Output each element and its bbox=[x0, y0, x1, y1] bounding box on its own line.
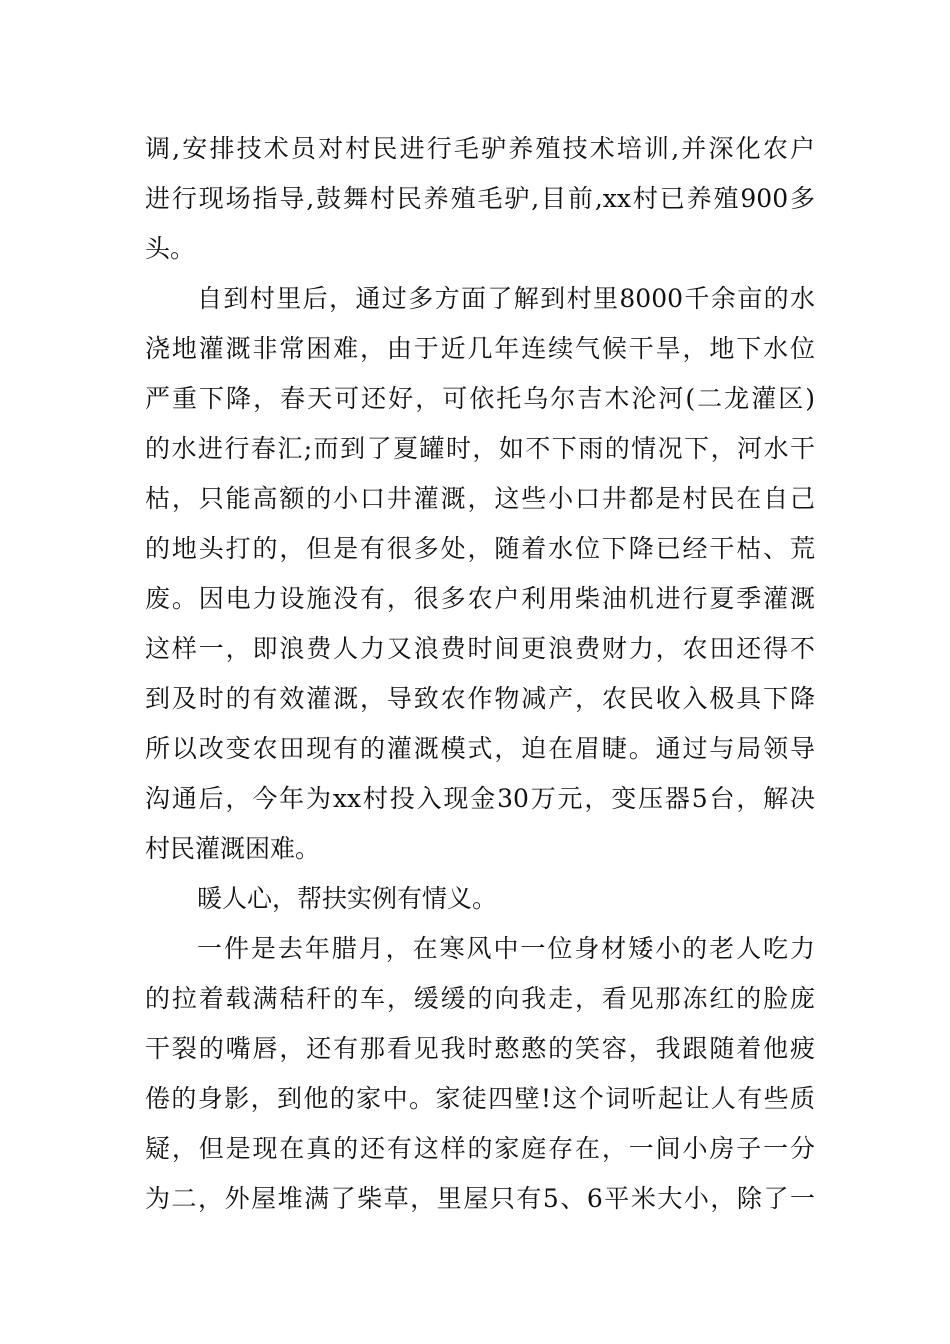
paragraph-2-line-4: 的水进行春汇;而到了夏罐时，如不下雨的情况下，河水干 bbox=[145, 434, 815, 463]
paragraph-2-line-8: 这样一，即浪费人力又浪费时间更浪费财力，农田还得不 bbox=[145, 634, 815, 663]
paragraph-1-line-1: 调,安排技术员对村民进行毛驴养殖技术培训,并深化农户 bbox=[145, 134, 815, 163]
paragraph-2-line-9: 到及时的有效灌溉，导致农作物减产，农民收入极具下降 bbox=[145, 684, 815, 713]
paragraph-4-line-4: 倦的身影，到他的家中。家徒四壁!这个词听起让人有些质 bbox=[145, 1084, 815, 1113]
paragraph-4-line-6: 为二，外屋堆满了柴草，里屋只有5、6平米大小，除了一 bbox=[145, 1184, 815, 1213]
section-heading: 暖人心，帮扶实例有情义。 bbox=[197, 884, 498, 913]
paragraph-1-line-2: 进行现场指导,鼓舞村民养殖毛驴,目前,xx村已养殖900多 bbox=[145, 184, 815, 213]
paragraph-2-line-2: 浇地灌溉非常困难，由于近几年连续气候干旱，地下水位 bbox=[145, 334, 815, 363]
paragraph-2-line-12: 村民灌溉困难。 bbox=[145, 834, 321, 863]
paragraph-1-line-3: 头。 bbox=[145, 234, 196, 263]
paragraph-2-line-10: 所以改变农田现有的灌溉模式，迫在眉睫。通过与局领导 bbox=[145, 734, 815, 763]
paragraph-2-line-11: 沟通后，今年为xx村投入现金30万元，变压器5台，解决 bbox=[145, 784, 815, 813]
paragraph-4-line-3: 干裂的嘴唇，还有那看见我时憨憨的笑容，我跟随着他疲 bbox=[145, 1034, 815, 1063]
paragraph-2-line-7: 废。因电力设施没有，很多农户利用柴油机进行夏季灌溉 bbox=[145, 584, 815, 613]
paragraph-2-line-6: 的地头打的，但是有很多处，随着水位下降已经干枯、荒 bbox=[145, 534, 815, 563]
paragraph-2-line-3: 严重下降，春天可还好，可依托乌尔吉木沦河(二龙灌区) bbox=[145, 384, 815, 413]
paragraph-2-line-1: 自到村里后，通过多方面了解到村里8000千余亩的水 bbox=[197, 284, 815, 313]
paragraph-4-line-1: 一件是去年腊月，在寒风中一位身材矮小的老人吃力 bbox=[197, 934, 815, 963]
paragraph-4-line-5: 疑，但是现在真的还有这样的家庭存在，一间小房子一分 bbox=[145, 1134, 815, 1163]
paragraph-2-line-5: 枯，只能高额的小口井灌溉，这些小口井都是村民在自己 bbox=[145, 484, 815, 513]
paragraph-4-line-2: 的拉着载满秸秆的车，缓缓的向我走，看见那冻红的脸庞 bbox=[145, 984, 815, 1013]
